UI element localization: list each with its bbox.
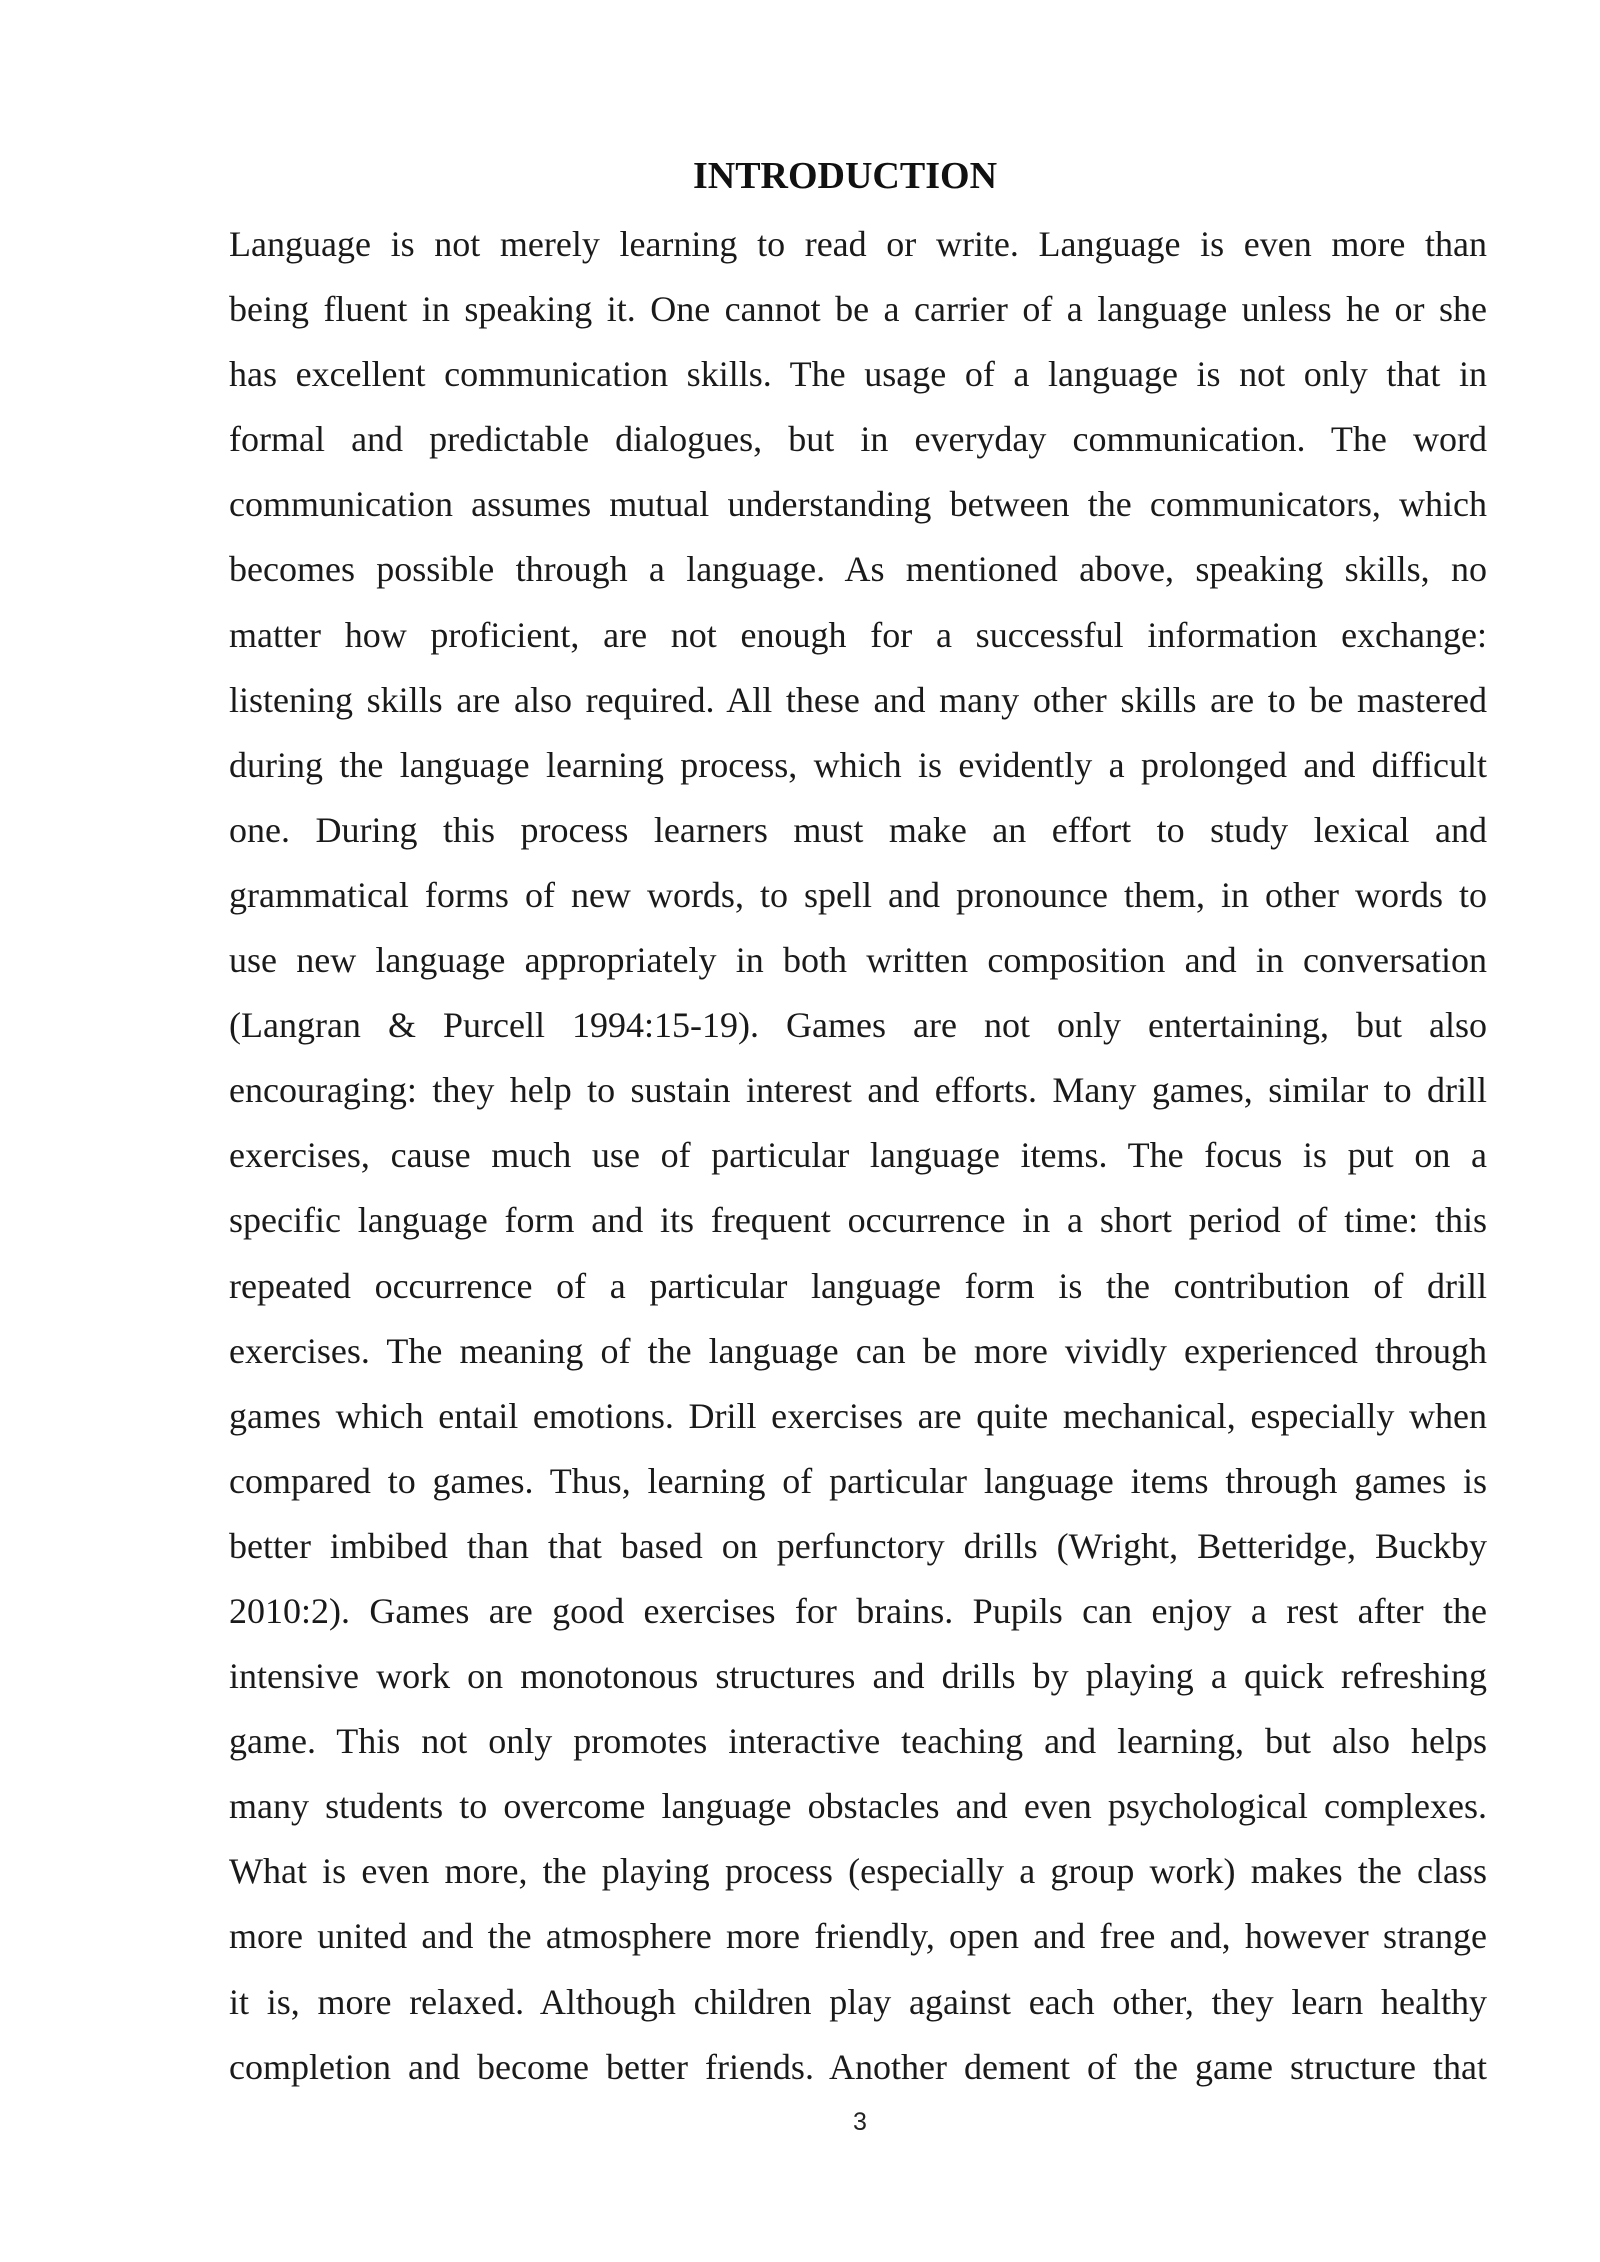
text-line: intensive work on monotonous structures and drills by playing a quick refreshing [229,1656,1487,1697]
text-line: being fluent in speaking it. One cannot be a carrier of a language unless he or she [229,289,1487,330]
text-line: games which entail emotions. Drill exercises are quite mechanical, especially when [229,1395,1487,1436]
text-line: exercises, cause much use of particular language items. The focus is put on a [229,1135,1487,1176]
text-line: has excellent communication skills. The usage of a language is not only that in [229,354,1487,395]
section-heading: INTRODUCTION [692,155,998,197]
text-line: becomes possible through a language. As mentioned above, speaking skills, no [229,549,1487,590]
text-line: compared to games. Thus, learning of particular language items through games is [229,1460,1487,1501]
page-number: 3 [853,2108,867,2136]
text-line: encouraging: they help to sustain interest and efforts. Many games, similar to drill [229,1070,1487,1111]
text-line: during the language learning process, which is evidently a prolonged and difficult [229,744,1487,785]
text-line: it is, more relaxed. Although children play against each other, they learn healthy [229,1981,1487,2022]
text-line: What is even more, the playing process (especially a group work) makes the class [229,1851,1487,1892]
text-line: game. This not only promotes interactive teaching and learning, but also helps [229,1721,1487,1762]
text-line: completion and become better friends. Another dement of the game structure that [229,2046,1487,2087]
text-line: exercises. The meaning of the language can be more vividly experienced through [229,1330,1487,1371]
text-line: use new language appropriately in both written composition and in conversation [229,940,1487,981]
body-text [229,217,1487,2105]
text-line: (Langran & Purcell 1994:15-19). Games are not only entertaining, but also [229,1005,1487,1046]
text-line: better imbibed than that based on perfunctory drills (Wright, Betteridge, Buckby [229,1525,1487,1566]
text-line: 2010:2). Games are good exercises for brains. Pupils can enjoy a rest after the [229,1590,1487,1631]
text-line: grammatical forms of new words, to spell and pronounce them, in other words to [229,874,1487,915]
text-line: communication assumes mutual understanding between the communicators, which [229,484,1487,525]
text-line: specific language form and its frequent occurrence in a short period of time: this [229,1200,1487,1241]
text-line: one. During this process learners must make an effort to study lexical and [229,809,1487,850]
text-line: formal and predictable dialogues, but in everyday communication. The word [229,419,1487,460]
text-line: repeated occurrence of a particular language form is the contribution of drill [229,1265,1487,1306]
text-line: Language is not merely learning to read or write. Language is even more than [229,224,1487,264]
text-line: listening skills are also required. All these and many other skills are to be mastered [229,679,1487,720]
text-line: matter how proficient, are not enough for a successful information exchange: [229,614,1487,655]
text-line: many students to overcome language obstacles and even psychological complexes. [229,1786,1487,1827]
text-line: more united and the atmosphere more friendly, open and free and, however strange [229,1916,1487,1957]
